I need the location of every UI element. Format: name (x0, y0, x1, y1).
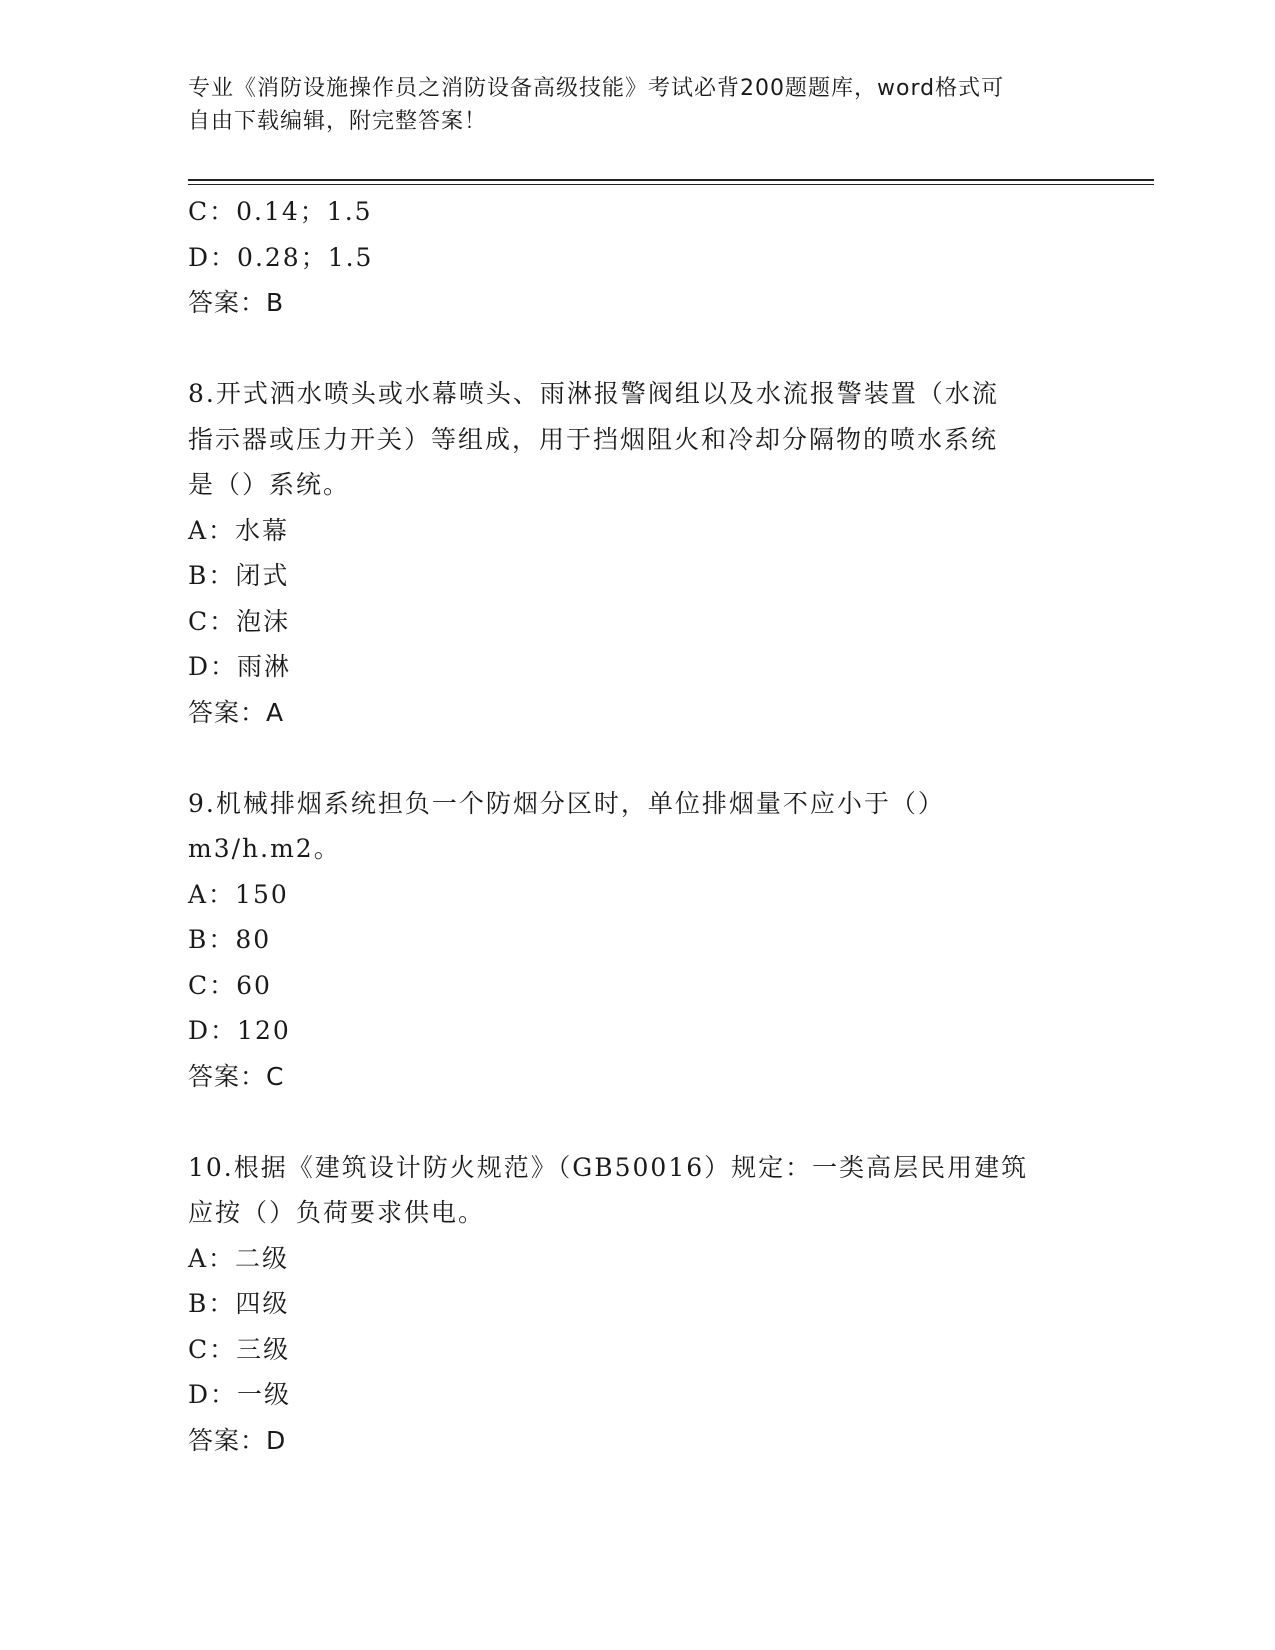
header-divider-thick (188, 179, 1154, 181)
option-d: D：120 (188, 1016, 291, 1045)
header-line-1: 专业《消防设施操作员之消防设备高级技能》考试必背200题题库，word格式可 (188, 76, 1005, 101)
option-b: B：闭式 (188, 561, 290, 590)
question-stem-line: 应按（）负荷要求供电。 (188, 1198, 486, 1227)
question-8 (188, 371, 1078, 735)
question-stem-line: 是（）系统。 (188, 470, 351, 499)
answer-line: 答案：A (188, 697, 285, 727)
spacer (188, 735, 1078, 781)
spacer (188, 326, 1078, 372)
option-a: A：水幕 (188, 515, 290, 545)
option-a: A：二级 (188, 1243, 290, 1273)
question-stem-line: 指示器或压力开关）等组成，用于挡烟阻火和冷却分隔物的喷水系统 (188, 424, 999, 454)
option-a: A：150 (188, 879, 289, 909)
answer-line: 答案：D (188, 1425, 287, 1455)
option-d: D：0.28；1.5 (188, 242, 374, 272)
answer-line: 答案：B (188, 288, 285, 317)
question-stem-line: 8.开式洒水喷头或水幕喷头、雨淋报警阀组以及水流报警装置（水流 (188, 379, 999, 408)
spacer (188, 1099, 1078, 1145)
option-b: B：80 (188, 925, 272, 954)
header-divider-thin (188, 184, 1154, 185)
option-c: C：0.14；1.5 (188, 197, 373, 226)
previous-question-tail (188, 189, 1078, 326)
option-c: C：泡沫 (188, 606, 291, 636)
question-10 (188, 1145, 1078, 1464)
answer-line: 答案：C (188, 1061, 285, 1091)
option-c: C：三级 (188, 1334, 291, 1364)
question-stem-line: 10.根据《建筑设计防火规范》（GB50016）规定：一类高层民用建筑 (188, 1152, 1029, 1182)
option-d: D：一级 (188, 1380, 292, 1409)
option-c: C：60 (188, 970, 272, 1000)
header-line-2: 自由下载编辑，附完整答案！ (188, 109, 488, 134)
question-9 (188, 781, 1078, 1100)
question-stem-line: 9.机械排烟系统担负一个防烟分区时，单位排烟量不应小于（） (188, 788, 945, 818)
option-b: B：四级 (188, 1289, 290, 1318)
document-header (188, 72, 1078, 138)
option-d: D：雨淋 (188, 652, 292, 681)
question-stem-line: m3/h.m2。 (188, 834, 341, 863)
question-content (188, 189, 1078, 1463)
